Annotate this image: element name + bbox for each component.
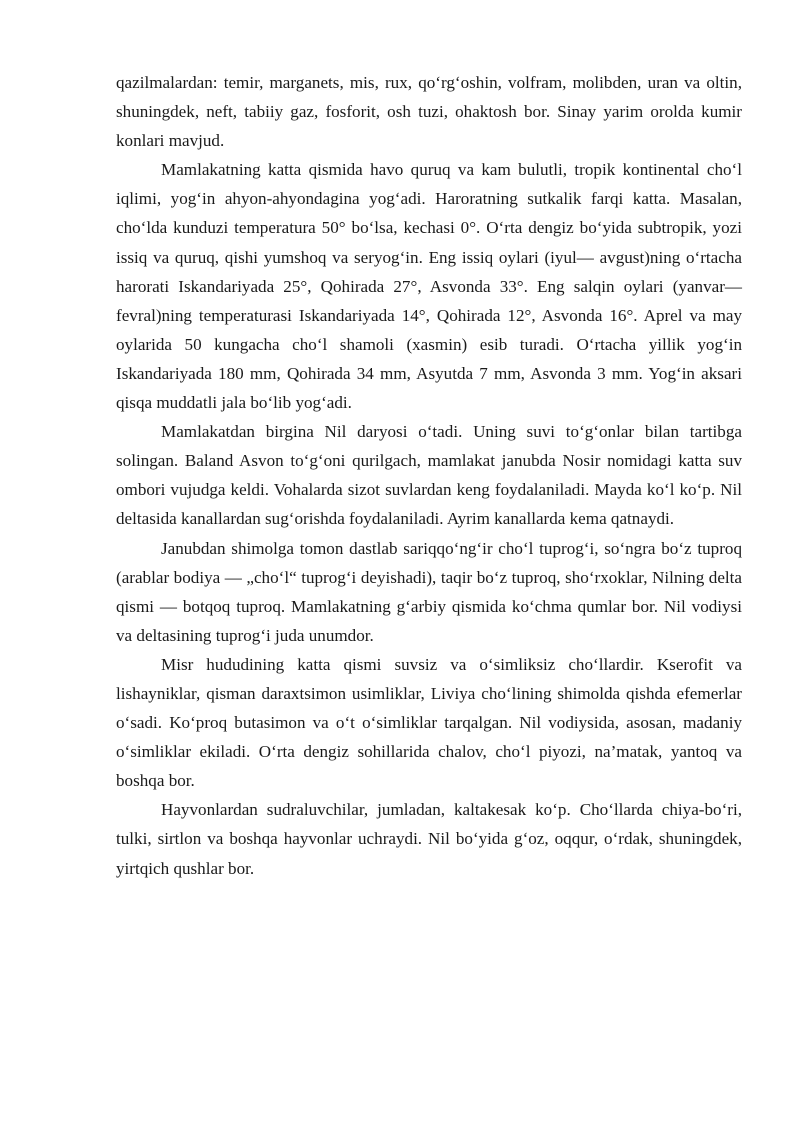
paragraph-rivers: Mamlakatdan birgina Nil daryosi o‘tadi. Uning suvi to‘g‘onlar bilan tartibga solingan. Baland Asvon to‘g‘oni qurilgach, mamlakat janubda Nosir nomidagi katta suv ombori vujudga keldi. Vohalarda sizot suvlardan keng foydalaniladi. Mayda ko‘l ko‘p. Nil deltasida kanallardan sug‘orishda foydalaniladi. Ayrim kanallarda kema qatnaydi.	[116, 422, 742, 529]
paragraph-soils: Janubdan shimolga tomon dastlab sariqqo‘ng‘ir cho‘l tuprog‘i, so‘ngra bo‘z tuproq (arablar bodiya — „cho‘l“ tuprog‘i deyishadi), taqir bo‘z tuproq, sho‘rxoklar, Nilning delta qismi — botqoq tuproq. Mamlakatning g‘arbiy qismida ko‘chma qumlar bor. Nil vodiysi va deltasining tuprog‘i juda unumdor.	[116, 538, 742, 645]
paragraph-fauna: Hayvonlardan sudraluvchilar, jumladan, kaltakesak ko‘p. Cho‘llarda chiya-bo‘ri, tulki, sirtlon va boshqa hayvonlar uchraydi. Nil bo‘yida g‘oz, oqqur, o‘rdak, shuningdek, yirtqich qushlar bor.	[116, 800, 742, 878]
paragraph-vegetation: Misr hududining katta qismi suvsiz va o‘simliksiz cho‘llardir. Kserofit va lishayniklar, qisman daraxtsimon usimliklar, Liviya cho‘lining shimolda qishda efemerlar o‘sadi. Ko‘proq butasimon va o‘t o‘simliklar tarqalgan. Nil vodiysida, asosan, madaniy o‘simliklar ekiladi. O‘rta dengiz sohillarida chalov, cho‘l piyozi, na’matak, yantoq va boshqa bor.	[116, 654, 742, 791]
document-page	[116, 68, 742, 883]
paragraph-climate: Mamlakatning katta qismida havo quruq va kam bulutli, tropik kontinental cho‘l iqlimi, yog‘in ahyon-ahyondagina yog‘adi. Haroratning sutkalik farqi katta. Masalan, cho‘lda kunduzi temperatura 50° bo‘lsa, kechasi 0°. O‘rta dengiz bo‘yida subtropik, yozi issiq va quruq, qishi yumshoq va seryog‘in. Eng issiq oylari (iyul— avgust)ning o‘rtacha harorati Iskandariyada 25°, Qohirada 27°, Asvonda 33°. Eng salqin oylari (yanvar— fevral)ning temperaturasi Iskandariyada 14°, Qohirada 12°, Asvonda 16°. Aprel va may oylarida 50 kungacha cho‘l shamoli (xasmin) esib turadi. O‘rtacha yillik yog‘in Iskandariyada 180 mm, Qohirada 34 mm, Asyutda 7 mm, Asvonda 3 mm. Yog‘in aksari qisqa muddatli jala bo‘lib yog‘adi.	[116, 160, 742, 413]
paragraph-minerals: qazilmalardan: temir, marganets, mis, rux, qo‘rg‘oshin, volfram, molibden, uran va oltin, shuningdek, neft, tabiiy gaz, fosforit, osh tuzi, ohaktosh bor. Sinay yarim orolda kumir konlari mavjud.	[116, 73, 742, 151]
